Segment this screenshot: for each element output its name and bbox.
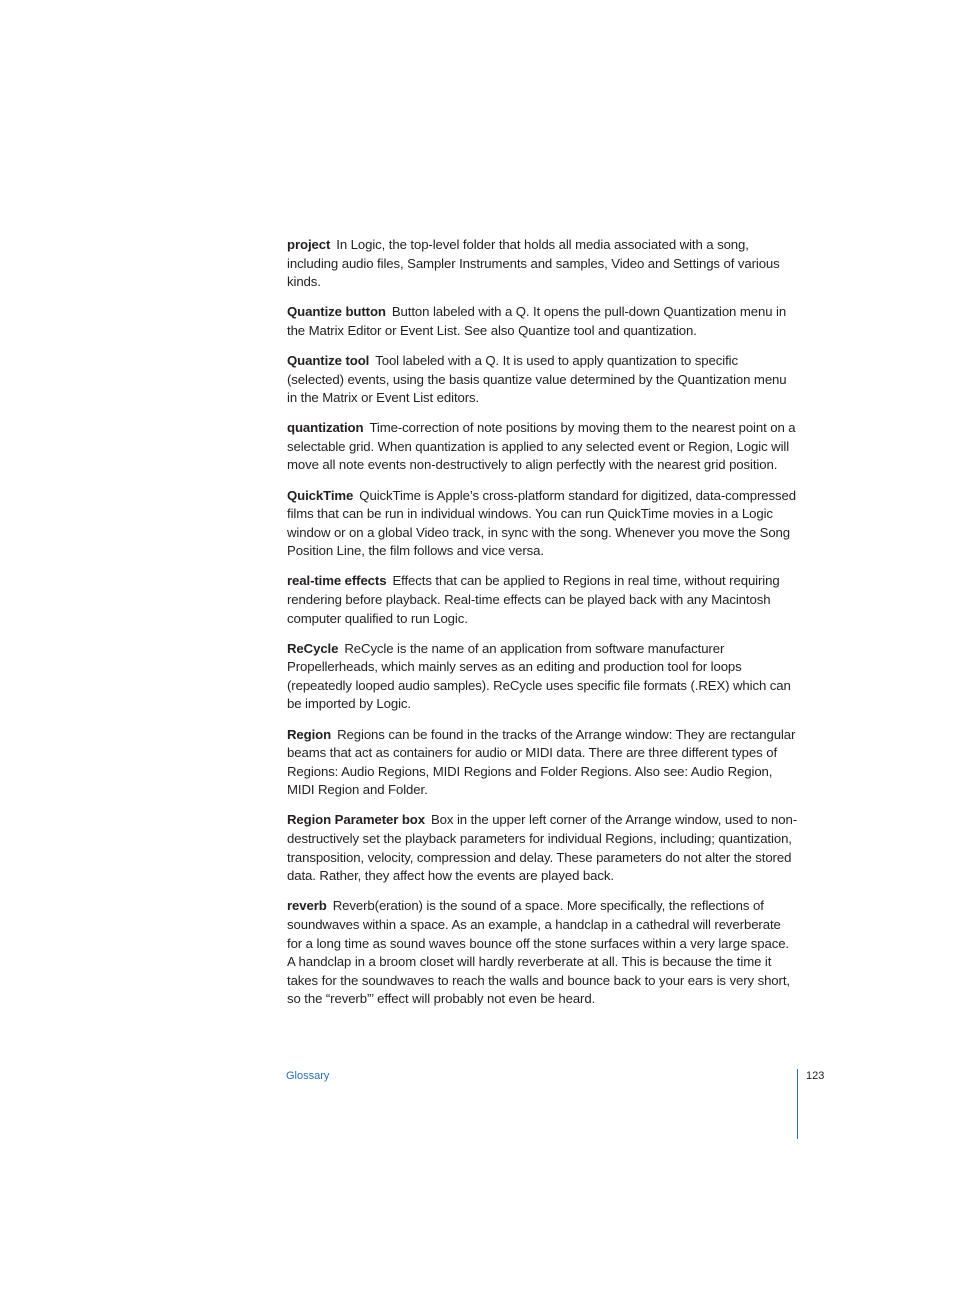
glossary-entry-recycle: [287, 640, 797, 714]
page-number: 123: [806, 1070, 825, 1082]
entry-definition: ReCycle is the name of an application from software manufacturer Propellerheads, which mainly serves as an editing and production tool for loops (repeatedly looped audio samples). ReCycle uses specific file formats (.REX) which can be imported by Logic.: [287, 640, 791, 712]
glossary-entry-project: [287, 236, 797, 292]
entry-term: quantization: [287, 420, 364, 436]
entry-definition: Button labeled with a Q. It opens the pull-down Quantization menu in the Matrix Editor or Event List. See also Quantize tool and quantization.: [287, 304, 787, 338]
entry-term: real-time effects: [287, 573, 387, 589]
entry-definition: Box in the upper left corner of the Arrange window, used to non-destructively set the playback parameters for individual Regions, including; quantization, transposition, velocity, compression and delay. These parameters do not alter the stored data. Rather, they affect how the events are played back.: [287, 812, 797, 884]
glossary-content: [287, 236, 797, 1020]
entry-definition: Regions can be found in the tracks of the Arrange window: They are rectangular beams that act as containers for audio or MIDI data. There are three different types of Regions: Audio Regions, MIDI Regions and Folder Regions. Also see: Audio Region, MIDI Region and Folder.: [287, 726, 796, 798]
glossary-entry-quantize-tool: [287, 352, 797, 408]
glossary-entry-quicktime: [287, 487, 797, 561]
entry-term: QuickTime: [287, 487, 354, 503]
entry-definition: QuickTime is Apple’s cross-platform standard for digitized, data-compressed films that can be run in individual windows. You can run QuickTime movies in a Logic window or on a global Video track, in sync with the song. Whenever you move the Song Position Line, the film follows and vice versa.: [287, 487, 796, 559]
entry-definition: Effects that can be applied to Regions in real time, without requiring rendering before playback. Real-time effects can be played back with any Macintosh computer qualified to run Logic.: [287, 573, 780, 626]
footer-divider: [797, 1069, 798, 1139]
entry-term: Quantize button: [287, 304, 386, 320]
glossary-entry-region: [287, 726, 797, 800]
entry-definition: Time-correction of note positions by moving them to the nearest point on a selectable grid. When quantization is applied to any selected event or Region, Logic will move all note events non-destructively to align perfectly with the nearest grid position.: [287, 420, 796, 473]
entry-term: reverb: [287, 898, 327, 914]
footer-section-label: Glossary: [286, 1070, 330, 1082]
glossary-entry-quantize-button: [287, 303, 797, 340]
glossary-entry-quantization: [287, 419, 797, 475]
glossary-entry-region-parameter-box: [287, 811, 797, 885]
entry-definition: Tool labeled with a Q. It is used to apply quantization to specific (selected) events, using the basis quantize value determined by the Quantization menu in the Matrix or Event List editors.: [287, 352, 787, 406]
entry-term: Region Parameter box: [287, 812, 425, 828]
entry-term: project: [287, 237, 331, 252]
entry-term: Quantize tool: [287, 352, 370, 368]
glossary-entry-real-time-effects: [287, 572, 797, 628]
entry-definition: In Logic, the top-level folder that holds all media associated with a song, including audio files, Sampler Instruments and samples, Video and Settings of various kinds.: [287, 237, 780, 290]
glossary-entry-reverb: [287, 897, 797, 1009]
entry-term: Region: [287, 726, 332, 742]
entry-term: ReCycle: [287, 640, 339, 656]
entry-definition: Reverb(eration) is the sound of a space. More specifically, the reflections of soundwaves within a space. As an example, a handclap in a cathedral will reverberate for a long time as sound waves bounce off the stone surfaces within a very large space. A handclap in a broom closet will hardly reverberate at all. This is because the time it takes for the soundwaves to reach the walls and bounce back to your ears is very short, so the “reverb”’ effect will probably not even be heard.: [287, 898, 790, 1007]
